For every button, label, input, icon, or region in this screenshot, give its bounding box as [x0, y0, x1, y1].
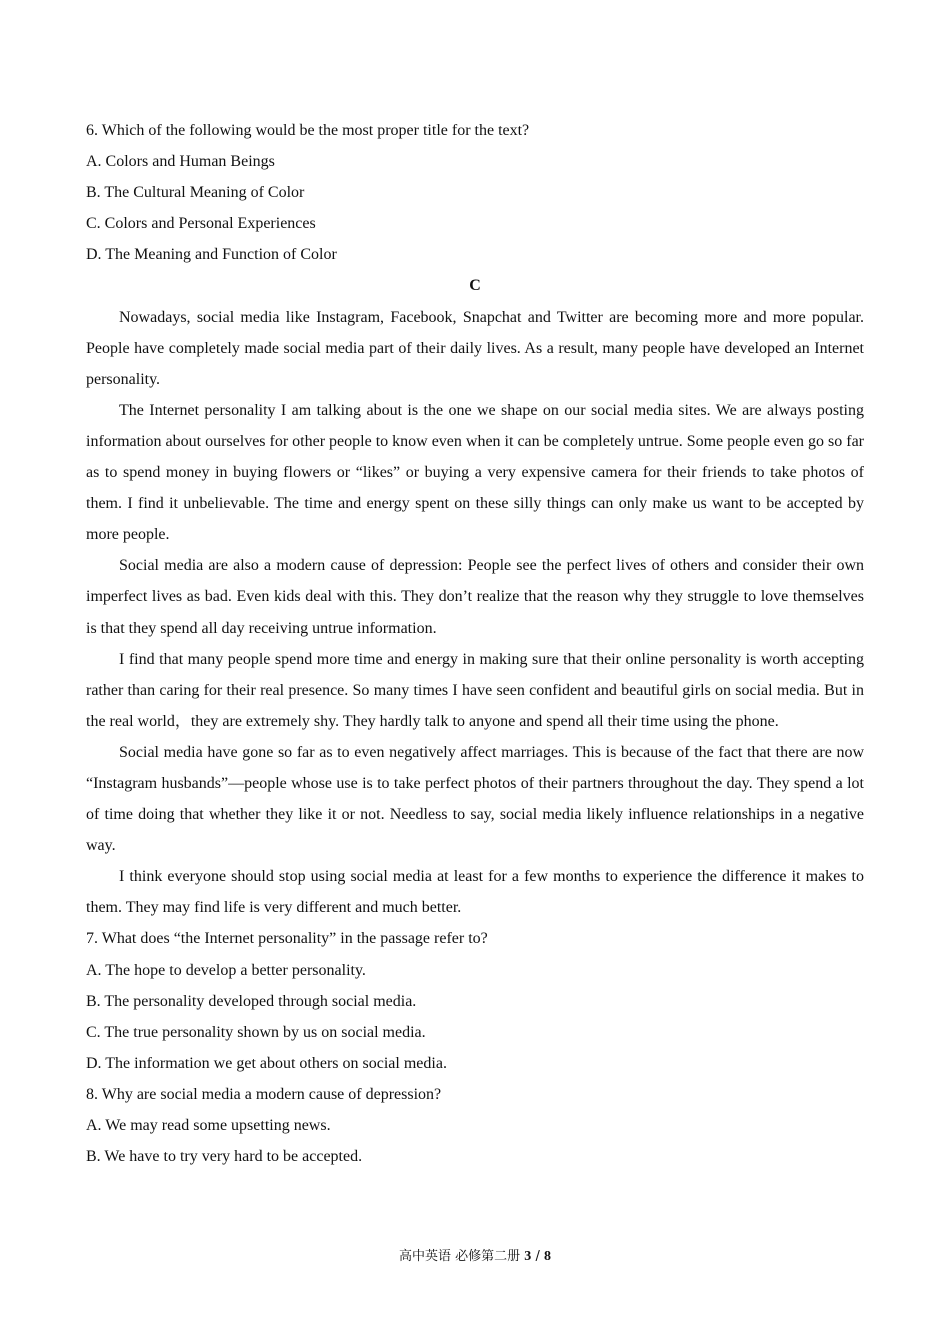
- q6-option-a: A. Colors and Human Beings: [86, 153, 275, 171]
- passage-paragraph-3: Social media are also a modern cause of depression: People see the perfect lives of others and consider their own imperfect lives as bad. Even kids deal with this. They don’t realize that the reason why they struggle to love themselves is that they spend all day receiving untrue information.: [86, 557, 864, 637]
- q6-option-b: B. The Cultural Meaning of Color: [86, 184, 305, 202]
- passage-paragraph-2: The Internet personality I am talking about is the one we shape on our social media sites. We are always posting information about ourselves for other people to know even when it can be completely untrue. Some people even go so far as to spend money in buying flowers or “likes” or buying a very expensive camera for their friends to take photos of them. I find it unbelievable. The time and energy spent on these silly things can only make us want to be accepted by more people.: [86, 401, 864, 544]
- q8-option-b: B. We have to try very hard to be accepted.: [86, 1148, 363, 1166]
- q7-option-b: B. The personality developed through social media.: [86, 992, 417, 1010]
- question-6: 6. Which of the following would be the most proper title for the text?: [86, 122, 530, 139]
- passage-label: C: [469, 277, 481, 295]
- page-footer: [0, 1245, 950, 1265]
- footer-current-page: 3: [524, 1249, 532, 1264]
- q7-option-a: A. The hope to develop a better personality.: [86, 961, 366, 979]
- footer-total-pages: 8: [543, 1249, 551, 1264]
- passage-paragraph-4: I find that many people spend more time and energy in making sure that their online personality is worth accepting rather than caring for their real presence. So many times I have seen confident and beautiful girls on social media. But in the real world，they are extremely shy. They hardly talk to anyone and spend all their time using the phone.: [86, 650, 864, 730]
- footer-page-separator: /: [535, 1249, 540, 1264]
- q6-option-c: C. Colors and Personal Experiences: [86, 215, 316, 233]
- q7-option-d: D. The information we get about others on social media.: [86, 1054, 447, 1072]
- passage-paragraph-6: I think everyone should stop using social media at least for a few months to experience the difference it makes to them. They may find life is very different and much better.: [86, 868, 864, 917]
- question-7: 7. What does “the Internet personality” in the passage refer to?: [86, 930, 488, 948]
- q6-option-d: D. The Meaning and Function of Color: [86, 246, 337, 264]
- q8-option-a: A. We may read some upsetting news.: [86, 1117, 331, 1134]
- document-page: [86, 115, 864, 1172]
- question-8: 8. Why are social media a modern cause of depression?: [86, 1085, 442, 1103]
- passage-paragraph-5: Social media have gone so far as to even negatively affect marriages. This is because of the fact that there are now “Instagram husbands”—people whose use is to take perfect photos of their partners throughout the day. They spend a lot of time doing that whether they like it or not. Needless to say, social media likely influence relationships in a negative way.: [86, 743, 864, 855]
- footer-book-title: 高中英语 必修第二册: [399, 1249, 521, 1264]
- q7-option-c: C. The true personality shown by us on social media.: [86, 1023, 426, 1041]
- passage-paragraph-1: Nowadays, social media like Instagram, Facebook, Snapchat and Twitter are becoming more and more popular. People have completely made social media part of their daily lives. As a result, many people have developed an Internet personality.: [86, 308, 864, 388]
